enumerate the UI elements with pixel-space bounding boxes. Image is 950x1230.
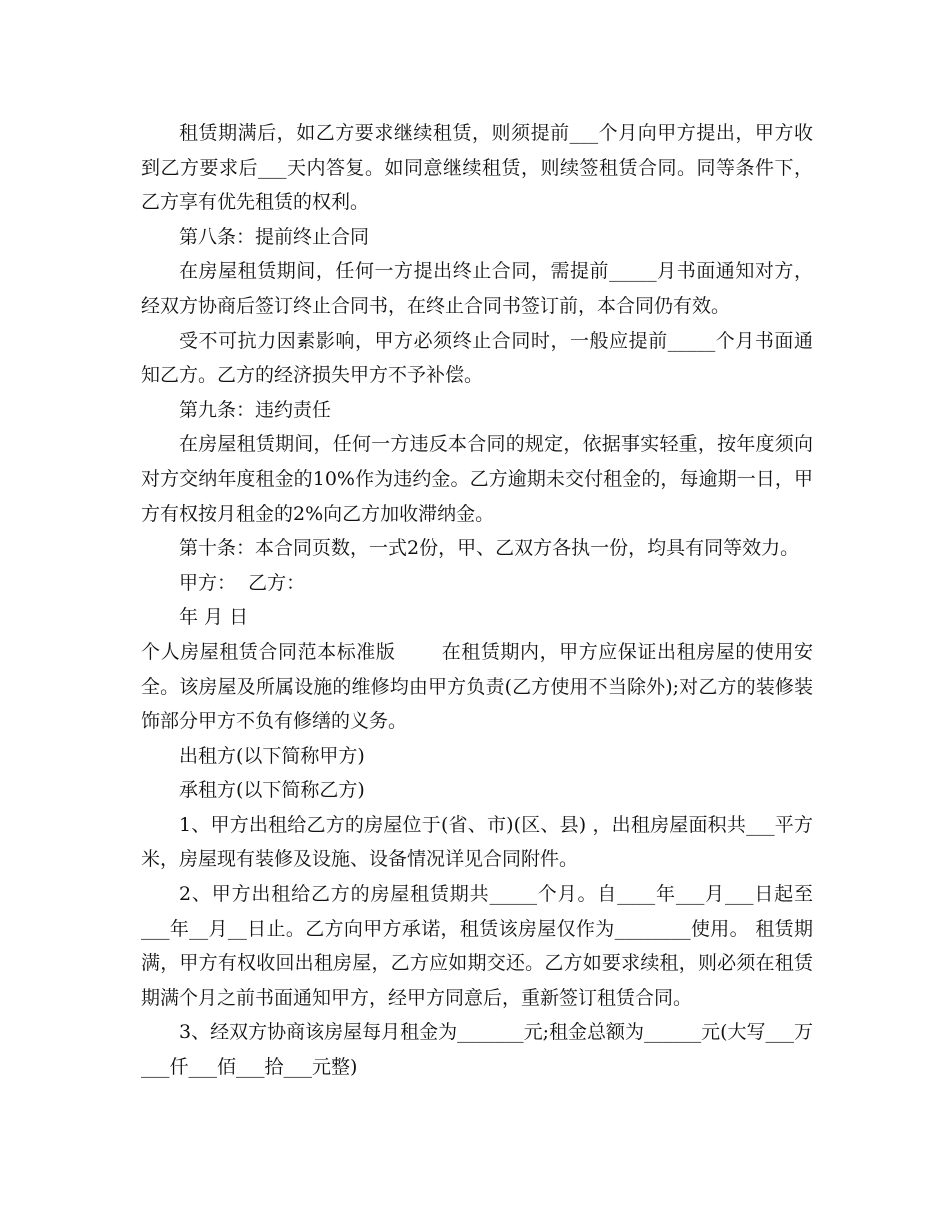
paragraph-early-termination: 在房屋租赁期间，任何一方提出终止合同，需提前_____月书面通知对方，经双方协商后签订终止合同书，在终止合同书签订前，本合同仍有效。: [141, 260, 813, 317]
paragraph-force-majeure: 受不可抗力因素影响，甲方必须终止合同时，一般应提前_____个月书面通知乙方。乙方的经济损失甲方不予补偿。: [141, 329, 813, 387]
paragraph-article-10: 第十条：本合同页数，一式2份，甲、乙双方各执一份，均具有同等效力。: [179, 537, 800, 560]
signature-date: 年 月 日: [179, 606, 249, 629]
clause-1-location: 1、甲方出租给乙方的房屋位于(省、市)(区、县) ，出租房屋面积共___平方米，房屋现有装修及设施、设备情况详见合同附件。: [141, 813, 813, 871]
heading-article-8: 第八条：提前终止合同: [179, 225, 370, 248]
heading-article-9: 第九条：违约责任: [179, 398, 332, 421]
signature-parties: 甲方： 乙方：: [179, 571, 306, 594]
party-lessee: 承租方(以下简称乙方): [179, 779, 365, 802]
paragraph-renewal: 租赁期满后，如乙方要求继续租赁，则须提前___个月向甲方提出，甲方收到乙方要求后___天内答复。如同意继续租赁，则续签租赁合同。同等条件下，乙方享有优先租赁的权利。: [141, 122, 813, 214]
paragraph-title-and-safety: 个人房屋租赁合同范本标准版 在租赁期内，甲方应保证出租房屋的使用安全。该房屋及所属设施的维修均由甲方负责(乙方使用不当除外);对乙方的装修装饰部分甲方不负有修缮的义务。: [141, 640, 813, 733]
party-lessor: 出租方(以下简称甲方): [179, 744, 365, 767]
clause-3-rent: 3、经双方协商该房屋每月租金为_______元;租金总额为______元(大写___万___仟___佰___拾___元整): [141, 1021, 813, 1079]
paragraph-breach: 在房屋租赁期间，任何一方违反本合同的规定，依据事实轻重，按年度须向对方交纳年度租金的10%作为违约金。乙方逾期未交付租金的，每逾期一日，甲方有权按月租金的2%向乙方加收滞纳金。: [141, 433, 813, 525]
document-body: [141, 116, 813, 1085]
clause-2-term: 2、甲方出租给乙方的房屋租赁期共_____个月。自____年___月___日起至___年__月__日止。乙方向甲方承诺，租赁该房屋仅作为________使用。 租赁期满，甲方有权收回出租房屋，乙方应如期交还。乙方如要求续租，则必须在租赁期满个月之前书面通知甲方，经甲方同意后，重新签订租赁合同。: [141, 883, 813, 1009]
